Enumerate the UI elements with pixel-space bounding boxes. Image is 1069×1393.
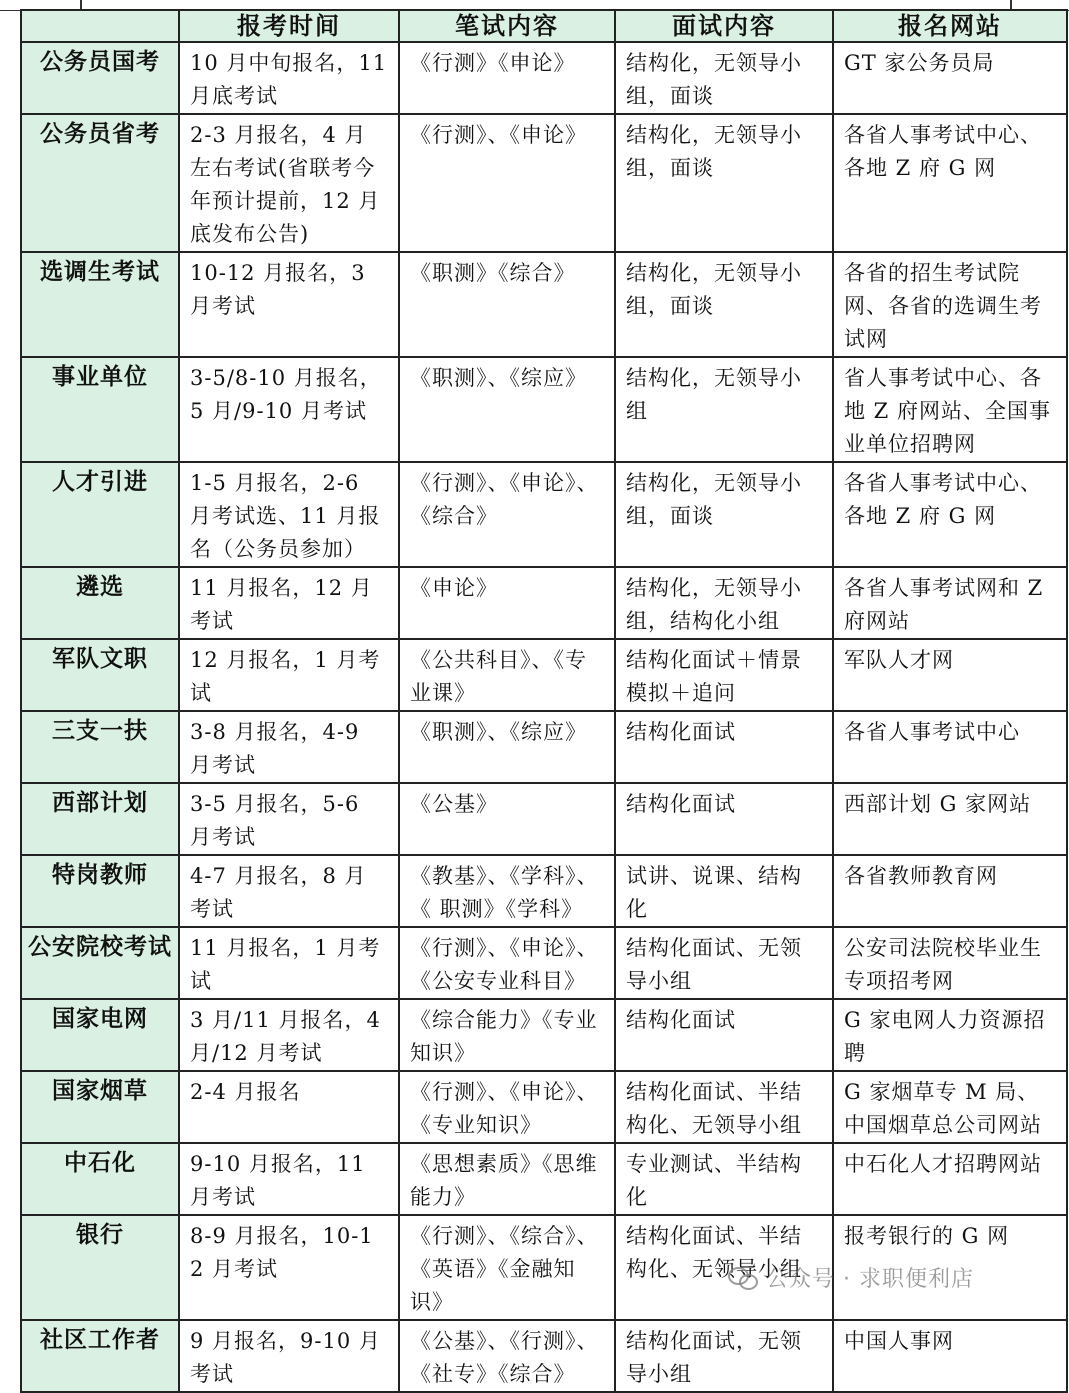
cell-time: 9-10 月报名，11 月考试 — [179, 1143, 399, 1215]
cell-written: 《行测》、《申论》、《综合》 — [399, 462, 615, 567]
cell-written: 《公基》 — [399, 783, 615, 855]
cell-interview: 结构化，无领导小组，面谈 — [615, 114, 833, 252]
header-cell-time: 报考时间 — [179, 10, 399, 42]
cell-written: 《公基》、《行测》、《社专》《综合》 — [399, 1320, 615, 1392]
cell-category: 遴选 — [21, 567, 179, 639]
cell-category: 特岗教师 — [21, 855, 179, 927]
cell-interview: 结构化面试 — [615, 999, 833, 1071]
cell-category: 公务员国考 — [21, 42, 179, 114]
cell-category: 中石化 — [21, 1143, 179, 1215]
cell-category: 银行 — [21, 1215, 179, 1320]
cell-written: 《职测》、《综应》 — [399, 711, 615, 783]
cell-written: 《申论》 — [399, 567, 615, 639]
cell-time: 2-3 月报名，4 月左右考试(省联考今年预计提前，12 月底发布公告) — [179, 114, 399, 252]
cell-written: 《行测》、《申论》 — [399, 114, 615, 252]
cell-time: 3-8 月报名，4-9 月考试 — [179, 711, 399, 783]
cell-time: 10 月中旬报名，11 月底考试 — [179, 42, 399, 114]
cell-time: 10-12 月报名，3 月考试 — [179, 252, 399, 357]
table-row — [21, 639, 1067, 711]
wechat-icon — [728, 1266, 758, 1290]
cell-interview: 结构化，无领导小组 — [615, 357, 833, 462]
table-row — [21, 357, 1067, 462]
cell-website: 各省人事考试中心 — [833, 711, 1067, 783]
cell-category: 事业单位 — [21, 357, 179, 462]
cell-interview: 结构化面试 — [615, 711, 833, 783]
cell-interview: 结构化，无领导小组，面谈 — [615, 462, 833, 567]
cell-written: 《行测》《申论》 — [399, 42, 615, 114]
cell-category: 西部计划 — [21, 783, 179, 855]
cell-interview: 结构化面试，无领导小组 — [615, 1320, 833, 1392]
header-cell-category — [21, 10, 179, 42]
cell-interview: 结构化面试、无领导小组 — [615, 927, 833, 999]
cell-interview: 结构化面试 — [615, 783, 833, 855]
header-row — [21, 10, 1067, 42]
cell-time: 3-5/8-10 月报名，5 月/9-10 月考试 — [179, 357, 399, 462]
table-row — [21, 1143, 1067, 1215]
cell-website: 各省人事考试中心、各地 Z 府 G 网 — [833, 462, 1067, 567]
cell-website: 西部计划 G 家网站 — [833, 783, 1067, 855]
cell-category: 军队文职 — [21, 639, 179, 711]
table-row — [21, 927, 1067, 999]
cell-time: 8-9 月报名，10-12 月考试 — [179, 1215, 399, 1320]
table-row — [21, 114, 1067, 252]
cell-time: 2-4 月报名 — [179, 1071, 399, 1143]
table-row — [21, 1071, 1067, 1143]
cell-interview: 结构化面试、半结构化、无领导小组 — [615, 1215, 833, 1320]
cell-website: 各省的招生考试院网、各省的选调生考试网 — [833, 252, 1067, 357]
cell-time: 3-5 月报名，5-6 月考试 — [179, 783, 399, 855]
cell-website: G 家电网人力资源招聘 — [833, 999, 1067, 1071]
cell-category: 人才引进 — [21, 462, 179, 567]
cell-time: 3 月/11 月报名，4 月/12 月考试 — [179, 999, 399, 1071]
cell-time: 9 月报名，9-10 月考试 — [179, 1320, 399, 1392]
cell-written: 《综合能力》《专业知识》 — [399, 999, 615, 1071]
cell-website: 各省人事考试中心、各地 Z 府 G 网 — [833, 114, 1067, 252]
cell-website: 省人事考试中心、各地 Z 府网站、全国事业单位招聘网 — [833, 357, 1067, 462]
cell-website: G 家烟草专 M 局、中国烟草总公司网站 — [833, 1071, 1067, 1143]
header-cell-written: 笔试内容 — [399, 10, 615, 42]
cell-website: 公安司法院校毕业生专项招考网 — [833, 927, 1067, 999]
cell-time: 1-5 月报名，2-6 月考试选、11 月报名（公务员参加） — [179, 462, 399, 567]
table-row — [21, 711, 1067, 783]
cell-category: 国家电网 — [21, 999, 179, 1071]
table-row — [21, 567, 1067, 639]
cell-time: 4-7 月报名，8 月考试 — [179, 855, 399, 927]
cell-category: 公安院校考试 — [21, 927, 179, 999]
cell-interview: 结构化，无领导小组，面谈 — [615, 42, 833, 114]
cell-written: 《行测》、《申论》、《公安专业科目》 — [399, 927, 615, 999]
table-row — [21, 855, 1067, 927]
cell-interview: 结构化，无领导小组，面谈 — [615, 252, 833, 357]
header-cell-website: 报名网站 — [833, 10, 1067, 42]
cell-interview: 专业测试、半结构化 — [615, 1143, 833, 1215]
cell-website: 各省教师教育网 — [833, 855, 1067, 927]
cell-category: 社区工作者 — [21, 1320, 179, 1392]
cell-website: 中石化人才招聘网站 — [833, 1143, 1067, 1215]
cell-time: 12 月报名，1 月考试 — [179, 639, 399, 711]
cell-category: 三支一扶 — [21, 711, 179, 783]
table-row — [21, 999, 1067, 1071]
cell-written: 《公共科目》、《专业课》 — [399, 639, 615, 711]
cell-written: 《教基》、《学科》、《 职测》《学科》 — [399, 855, 615, 927]
cell-written: 《职测》、《综应》 — [399, 357, 615, 462]
cell-category: 选调生考试 — [21, 252, 179, 357]
table-row — [21, 783, 1067, 855]
cell-interview: 试讲、说课、结构化 — [615, 855, 833, 927]
table-row — [21, 1320, 1067, 1392]
header-cell-interview: 面试内容 — [615, 10, 833, 42]
cell-time: 11 月报名，1 月考试 — [179, 927, 399, 999]
cell-written: 《行测》、《综合》、《英语》《金融知识》 — [399, 1215, 615, 1320]
cell-interview: 结构化面试＋情景模拟＋追问 — [615, 639, 833, 711]
cell-category: 公务员省考 — [21, 114, 179, 252]
cell-interview: 结构化面试、半结构化、无领导小组 — [615, 1071, 833, 1143]
exam-info-table — [20, 9, 1068, 1393]
watermark-text: 公众号 · 求职便利店 — [766, 1267, 974, 1292]
cell-category: 国家烟草 — [21, 1071, 179, 1143]
table-row — [21, 462, 1067, 567]
cell-website: 各省人事考试网和 Z 府网站 — [833, 567, 1067, 639]
cell-written: 《职测》《综合》 — [399, 252, 615, 357]
cell-time: 11 月报名，12 月考试 — [179, 567, 399, 639]
table-row — [21, 252, 1067, 357]
cell-website: 军队人才网 — [833, 639, 1067, 711]
cell-website: GT 家公务员局 — [833, 42, 1067, 114]
cell-written: 《思想素质》《思维能力》 — [399, 1143, 615, 1215]
watermark — [728, 1262, 974, 1293]
cell-website: 报考银行的 G 网 — [833, 1215, 1067, 1320]
cell-interview: 结构化，无领导小组，结构化小组 — [615, 567, 833, 639]
table-row — [21, 42, 1067, 114]
cell-written: 《行测》、《申论》、《专业知识》 — [399, 1071, 615, 1143]
cell-website: 中国人事网 — [833, 1320, 1067, 1392]
